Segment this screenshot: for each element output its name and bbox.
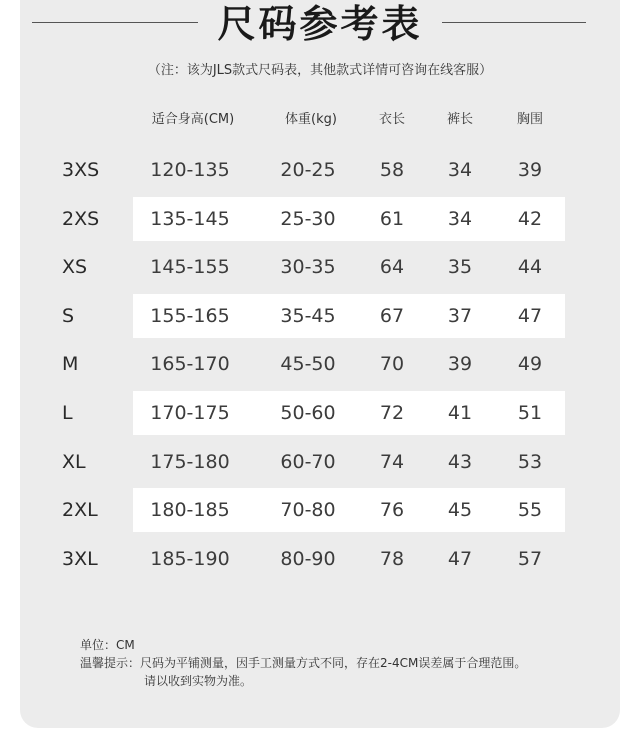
height-cell: 145-155 — [150, 256, 230, 278]
chart-title: 尺码参考表 — [217, 2, 423, 46]
chest-cell: 39 — [517, 159, 543, 181]
chest-cell: 51 — [517, 402, 543, 424]
tip-note — [80, 654, 526, 672]
pants-cell: 35 — [447, 256, 473, 278]
pants-cell: 41 — [447, 402, 473, 424]
header-pants: 裤长 — [446, 112, 473, 127]
height-cell: 165-170 — [150, 353, 230, 375]
header-height: 适合身高(CM) — [151, 112, 235, 127]
height-cell: 175-180 — [150, 451, 230, 473]
size-cell: 3XL — [62, 548, 98, 570]
weight-cell: 20-25 — [280, 159, 336, 181]
pants-cell: 47 — [447, 548, 473, 570]
height-cell: 120-135 — [150, 159, 230, 181]
size-cell: 2XL — [62, 499, 98, 521]
chest-cell: 57 — [517, 548, 543, 570]
title-rule-right — [442, 22, 586, 23]
table-row — [0, 342, 640, 386]
length-cell: 58 — [379, 159, 405, 181]
length-cell: 67 — [379, 305, 405, 327]
table-row — [0, 245, 640, 289]
pants-cell: 34 — [447, 208, 473, 230]
height-cell: 180-185 — [150, 499, 230, 521]
length-cell: 61 — [379, 208, 405, 230]
title-rule-left — [32, 22, 198, 23]
weight-cell: 35-45 — [280, 305, 336, 327]
chart-subtitle: （注：该为JLS款式尺码表，其他款式详情可咨询在线客服） — [147, 63, 493, 78]
unit-note: 单位：CM — [80, 638, 135, 652]
notes — [80, 636, 526, 690]
table-row — [0, 440, 640, 484]
height-cell: 170-175 — [150, 402, 230, 424]
chest-cell: 55 — [517, 499, 543, 521]
size-cell: 3XS — [62, 159, 100, 181]
tip-text-line2: 请以收到实物为准。 — [144, 674, 253, 688]
table-row — [0, 197, 640, 241]
header-weight: 体重(kg) — [285, 112, 337, 127]
pants-cell: 37 — [447, 305, 473, 327]
chest-cell: 42 — [517, 208, 543, 230]
size-cell: M — [62, 353, 79, 375]
length-cell: 78 — [379, 548, 405, 570]
height-cell: 185-190 — [150, 548, 230, 570]
chest-cell: 53 — [517, 451, 543, 473]
tip-text-line1: 尺码为平铺测量，因手工测量方式不同，存在2-4CM误差属于合理范围。 — [140, 656, 527, 670]
height-cell: 135-145 — [150, 208, 230, 230]
size-cell: XL — [62, 451, 86, 473]
size-cell: XS — [62, 256, 88, 278]
pants-cell: 43 — [447, 451, 473, 473]
pants-cell: 39 — [447, 353, 473, 375]
pants-cell: 34 — [447, 159, 473, 181]
length-cell: 76 — [379, 499, 405, 521]
chest-cell: 49 — [517, 353, 543, 375]
pants-cell: 45 — [447, 499, 473, 521]
height-cell: 155-165 — [150, 305, 230, 327]
size-cell: L — [62, 402, 73, 424]
table-row — [0, 294, 640, 338]
weight-cell: 80-90 — [280, 548, 336, 570]
table-row — [0, 537, 640, 581]
size-cell: 2XS — [62, 208, 100, 230]
table-row — [0, 488, 640, 532]
length-cell: 64 — [379, 256, 405, 278]
length-cell: 72 — [379, 402, 405, 424]
length-cell: 70 — [379, 353, 405, 375]
weight-cell: 70-80 — [280, 499, 336, 521]
chest-cell: 47 — [517, 305, 543, 327]
header-length: 衣长 — [378, 112, 405, 127]
tip-label: 温馨提示： — [80, 656, 141, 670]
length-cell: 74 — [379, 451, 405, 473]
chest-cell: 44 — [517, 256, 543, 278]
weight-cell: 50-60 — [280, 402, 336, 424]
size-cell: S — [62, 305, 75, 327]
table-row — [0, 391, 640, 435]
weight-cell: 60-70 — [280, 451, 336, 473]
weight-cell: 25-30 — [280, 208, 336, 230]
table-row — [0, 148, 640, 192]
weight-cell: 30-35 — [280, 256, 336, 278]
weight-cell: 45-50 — [280, 353, 336, 375]
header-chest: 胸围 — [516, 112, 543, 127]
